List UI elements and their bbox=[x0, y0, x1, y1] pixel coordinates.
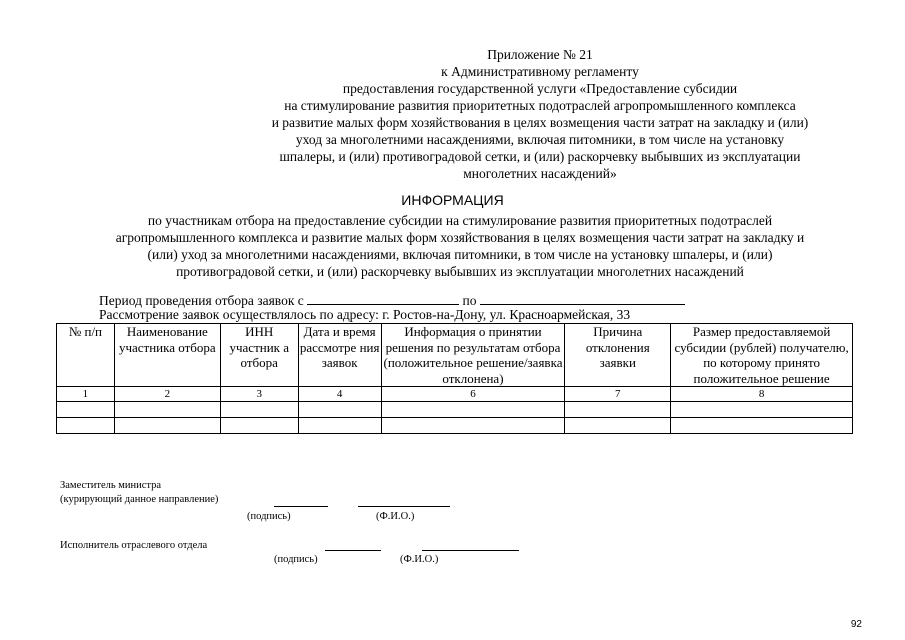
table-cell[interactable] bbox=[114, 402, 220, 418]
table-cell[interactable] bbox=[565, 402, 671, 418]
table-cell[interactable] bbox=[298, 418, 381, 434]
table-cell[interactable] bbox=[220, 418, 298, 434]
info-line: противоградовой сетки, и (или) раскорчевку выбывших из эксплуатации многолетних насаждений bbox=[176, 264, 744, 279]
header-line: и развитие малых форм хозяйствования в целях возмещения части затрат на закладку и (или) bbox=[271, 115, 809, 130]
header-cell: Размер предоставляемой субсидии (рублей) получателю, по которому принято положительное решение bbox=[671, 324, 853, 387]
address-line: Рассмотрение заявок осуществлялось по адресу: г. Ростов-на-Дону, ул. Красноармейская, 33 bbox=[99, 307, 631, 322]
column-number: 1 bbox=[57, 387, 115, 402]
executor-fio-caption: (Ф.И.О.) bbox=[400, 554, 439, 565]
executor-signature-line[interactable] bbox=[325, 550, 381, 551]
period-start-field[interactable] bbox=[307, 291, 459, 305]
table-cell[interactable] bbox=[57, 418, 115, 434]
header-cell: Дата и время рассмотре ния заявок bbox=[298, 324, 381, 387]
table-cell[interactable] bbox=[298, 402, 381, 418]
column-number: 2 bbox=[114, 387, 220, 402]
column-number: 3 bbox=[220, 387, 298, 402]
table-cell[interactable] bbox=[671, 402, 853, 418]
document-title: ИНФОРМАЦИЯ bbox=[401, 192, 504, 208]
table-cell[interactable] bbox=[381, 402, 565, 418]
executor-label: Исполнитель отраслевого отдела bbox=[60, 540, 208, 551]
header-cell: № п/п bbox=[57, 324, 115, 387]
period-to-label: по bbox=[462, 293, 477, 308]
header-cell: ИНН участник а отбора bbox=[220, 324, 298, 387]
header-line: на стимулирование развития приоритетных подотраслей агропромышленного комплекса bbox=[284, 98, 796, 113]
table-cell[interactable] bbox=[220, 402, 298, 418]
table-cell[interactable] bbox=[57, 402, 115, 418]
executor-signature-caption: (подпись) bbox=[274, 554, 318, 565]
deputy-minister-label: Заместитель министра bbox=[60, 480, 162, 491]
deputy-fio-caption: (Ф.И.О.) bbox=[376, 511, 415, 522]
deputy-minister-sublabel: (курирующий данное направление) bbox=[60, 494, 219, 505]
header-line: шпалеры, и (или) противоградовой сетки, и (или) раскорчевку выбывших из эксплуатации bbox=[279, 149, 801, 164]
table-cell[interactable] bbox=[671, 418, 853, 434]
executor-fio-line[interactable] bbox=[422, 550, 519, 551]
header-line: к Административному регламенту bbox=[441, 64, 639, 79]
header-cell: Наименование участника отбора bbox=[114, 324, 220, 387]
header-line: Приложение № 21 bbox=[487, 47, 593, 62]
column-number: 4 bbox=[298, 387, 381, 402]
info-line: по участникам отбора на предоставление субсидии на стимулирование развития приоритетных подотраслей bbox=[147, 213, 773, 228]
deputy-signature-line[interactable] bbox=[274, 506, 328, 507]
participants-table bbox=[56, 323, 853, 434]
table-header-row bbox=[57, 324, 853, 387]
header-cell: Причина отклонения заявки bbox=[565, 324, 671, 387]
info-line: агропромышленного комплекса и развитие малых форм хозяйствования в целях возмещения части затрат на закладку и bbox=[115, 230, 805, 245]
table-row bbox=[57, 418, 853, 434]
table-cell[interactable] bbox=[381, 418, 565, 434]
table-row bbox=[57, 402, 853, 418]
info-line: (или) уход за многолетними насаждениями, включая питомники, в том числе на установку шпалеры, и (или) bbox=[147, 247, 773, 262]
page-number: 92 bbox=[850, 619, 862, 630]
column-number: 7 bbox=[565, 387, 671, 402]
header-cell: Информация о принятии решения по результатам отбора (положительное решение/заявка отклонена) bbox=[381, 324, 565, 387]
header-line: многолетних насаждений» bbox=[463, 166, 617, 181]
period-label: Период проведения отбора заявок с bbox=[99, 293, 304, 308]
column-number: 6 bbox=[381, 387, 565, 402]
deputy-fio-line[interactable] bbox=[358, 506, 450, 507]
period-end-field[interactable] bbox=[480, 291, 685, 305]
table-cell[interactable] bbox=[114, 418, 220, 434]
deputy-signature-caption: (подпись) bbox=[247, 511, 291, 522]
header-line: предоставления государственной услуги «Предоставление субсидии bbox=[342, 81, 738, 96]
table-cell[interactable] bbox=[565, 418, 671, 434]
column-number-row bbox=[57, 387, 853, 402]
column-number: 8 bbox=[671, 387, 853, 402]
header-line: уход за многолетними насаждениями, включая питомники, в том числе на установку bbox=[295, 132, 785, 147]
